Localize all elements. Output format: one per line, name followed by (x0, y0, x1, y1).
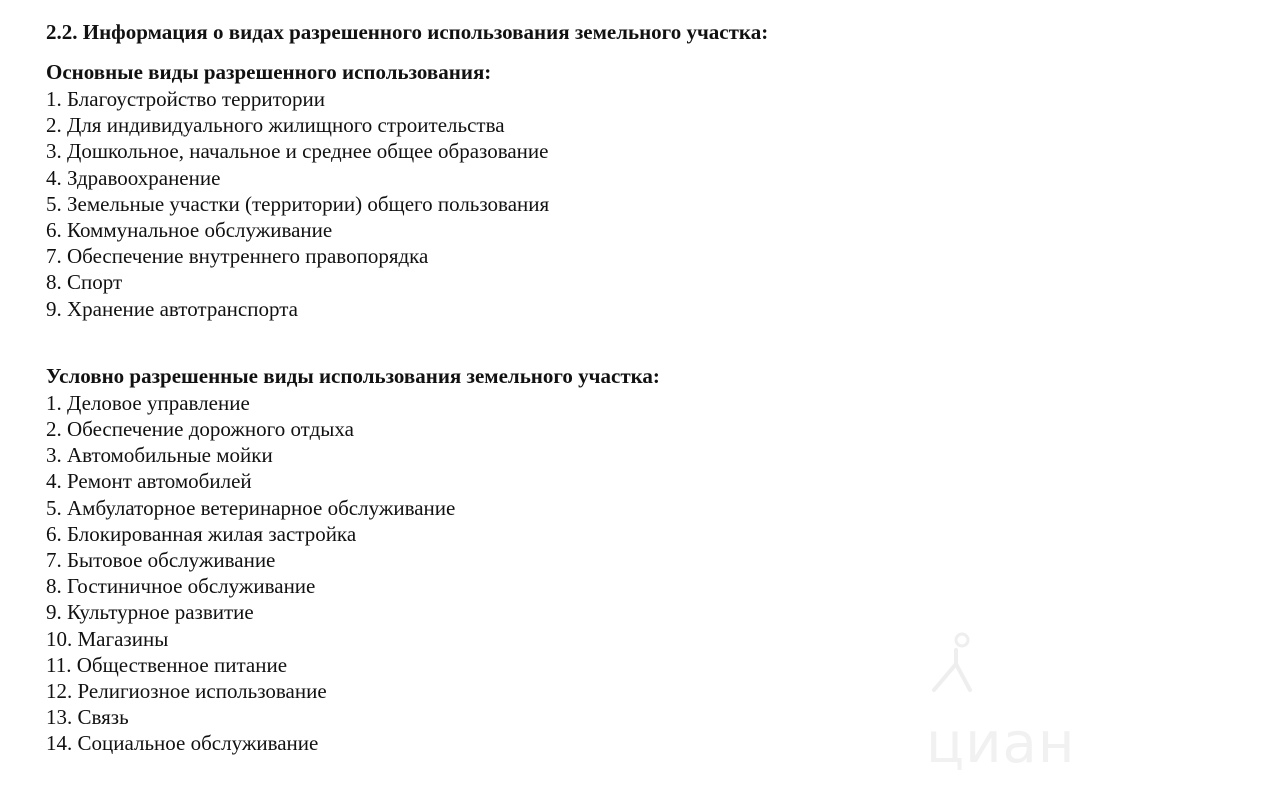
list-item: 14. Социальное обслуживание (46, 731, 319, 756)
list-item: 2. Для индивидуального жилищного строительства (46, 113, 505, 138)
document-title: 2.2. Информация о видах разрешенного использования земельного участка: (46, 20, 769, 44)
conditional-uses-heading: Условно разрешенные виды использования земельного участка: (46, 363, 660, 388)
cian-watermark (926, 624, 1136, 776)
list-item: 3. Автомобильные мойки (46, 443, 273, 468)
list-item: 7. Обеспечение внутреннего правопорядка (46, 244, 429, 269)
cian-logo-icon (926, 624, 982, 704)
section-spacer (46, 322, 1226, 362)
list-item: 5. Земельные участки (территории) общего пользования (46, 191, 550, 216)
main-uses-heading: Основные виды разрешенного использования: (46, 60, 492, 84)
main-uses-list (46, 86, 1226, 322)
list-item: 4. Ремонт автомобилей (46, 469, 252, 494)
main-uses-section (46, 58, 1226, 322)
list-item: 9. Хранение автотранспорта (46, 296, 298, 321)
list-item: 6. Блокированная жилая застройка (46, 521, 357, 546)
list-item: 2. Обеспечение дорожного отдыха (46, 417, 354, 442)
list-item: 5. Амбулаторное ветеринарное обслуживание (46, 495, 456, 520)
list-item: 7. Бытовое обслуживание (46, 548, 276, 573)
list-item: 13. Связь (46, 705, 129, 730)
list-item: 6. Коммунальное обслуживание (46, 218, 333, 243)
list-item: 8. Спорт (46, 270, 123, 295)
list-item: 1. Деловое управление (46, 390, 250, 415)
watermark-text: циан (926, 711, 1076, 776)
list-item: 4. Здравоохранение (46, 165, 221, 190)
list-item: 9. Культурное развитие (46, 600, 254, 625)
list-item: 8. Гостиничное обслуживание (46, 574, 316, 599)
list-item: 3. Дошкольное, начальное и среднее общее образование (46, 139, 549, 164)
list-item: 12. Религиозное использование (46, 679, 327, 704)
list-item: 10. Магазины (46, 626, 169, 651)
list-item: 1. Благоустройство территории (46, 87, 325, 111)
list-item: 11. Общественное питание (46, 652, 288, 677)
